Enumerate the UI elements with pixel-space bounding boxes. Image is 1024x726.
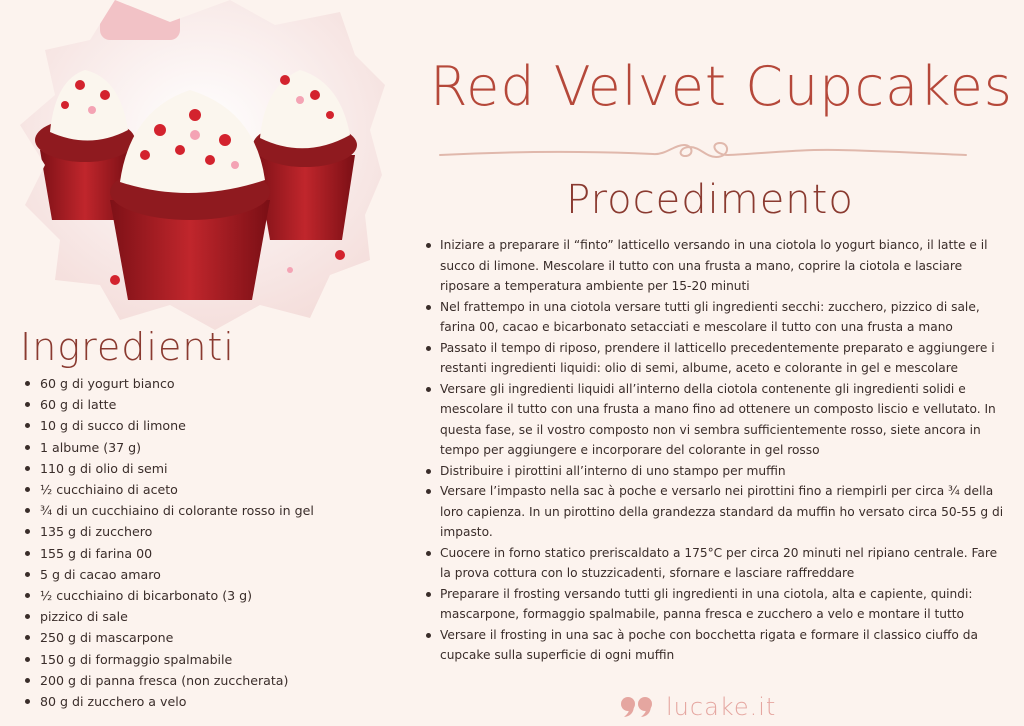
list-item: Cuocere in forno statico preriscaldato a 175°C per circa 20 minuti nel ripiano centrale. Fare la prova cottura con lo stuzzicadenti, sfornare e lasciare raffreddare (424, 543, 1004, 584)
list-item: 200 g di panna fresca (non zuccherata) (22, 670, 402, 691)
brand-name: lucake.it (666, 693, 777, 721)
list-item: 1 albume (37 g) (22, 437, 402, 458)
cupcakes-photo (20, 0, 385, 330)
steps-list (424, 235, 1004, 666)
list-item: 155 g di farina 00 (22, 543, 402, 564)
list-item: Passato il tempo di riposo, prendere il latticello precedentemente preparato e aggiungere i restanti ingredienti liquidi: olio di semi, albume, aceto e colorante in gel e mescolare (424, 338, 1004, 379)
list-item: Distribuire i pirottini all’interno di uno stampo per muffin (424, 461, 1004, 482)
list-item: Iniziare a preparare il “finto” latticello versando in una ciotola lo yogurt bianco, il latte e il succo di limone. Mescolare il tutto con una frusta a mano, coprire la ciotola e lasciare riposare a temperatura ambiente per 15-20 minuti (424, 235, 1004, 297)
flourish-divider-icon (438, 137, 968, 163)
list-item: 60 g di latte (22, 394, 402, 415)
steps-heading: Procedimento (566, 177, 854, 223)
ingredients-list (22, 373, 402, 712)
list-item: Preparare il frosting versando tutti gli ingredienti in una ciotola, alta e capiente, quindi: mascarpone, formaggio spalmabile, panna fresca e zucchero a velo e montare il tutto (424, 584, 1004, 625)
list-item: Versare il frosting in una sac à poche con bocchetta rigata e formare il classico ciuffo da cupcake sulla superficie di ogni muffin (424, 625, 1004, 666)
list-item: ¾ di un cucchiaino di colorante rosso in gel (22, 500, 402, 521)
list-item: ½ cucchiaino di bicarbonato (3 g) (22, 585, 402, 606)
recipe-title: Red Velvet Cupcakes (430, 55, 1013, 118)
list-item: 10 g di succo di limone (22, 415, 402, 436)
list-item: ½ cucchiaino di aceto (22, 479, 402, 500)
ingredients-heading: Ingredienti (20, 325, 235, 369)
list-item: 135 g di zucchero (22, 521, 402, 542)
list-item: Nel frattempo in una ciotola versare tutti gli ingredienti secchi: zucchero, pizzico di sale, farina 00, cacao e bicarbonato setacciati e mescolare il tutto con una frusta a mano (424, 297, 1004, 338)
list-item: 60 g di yogurt bianco (22, 373, 402, 394)
quote-mark-icon (620, 696, 654, 718)
list-item: Versare l’impasto nella sac à poche e versarlo nei pirottini fino a riempirli per circa ¾ della loro capienza. In un pirottino della grandezza standard da muffin ho versato circa 50-55 g di impasto. (424, 481, 1004, 543)
list-item: 250 g di mascarpone (22, 627, 402, 648)
list-item: 5 g di cacao amaro (22, 564, 402, 585)
list-item: pizzico di sale (22, 606, 402, 627)
brand-footer (620, 690, 776, 724)
list-item: Versare gli ingredienti liquidi all’interno della ciotola contenente gli ingredienti solidi e mescolare il tutto con una frusta a mano fino ad ottenere un composto liscio e vellutato. In questa fase, se il vostro composto non vi sembra sufficientemente rosso, siete ancora in tempo per aggiungere e incorporare del colorante in gel rosso (424, 379, 1004, 461)
list-item: 110 g di olio di semi (22, 458, 402, 479)
list-item: 150 g di formaggio spalmabile (22, 649, 402, 670)
list-item: 80 g di zucchero a velo (22, 691, 402, 712)
